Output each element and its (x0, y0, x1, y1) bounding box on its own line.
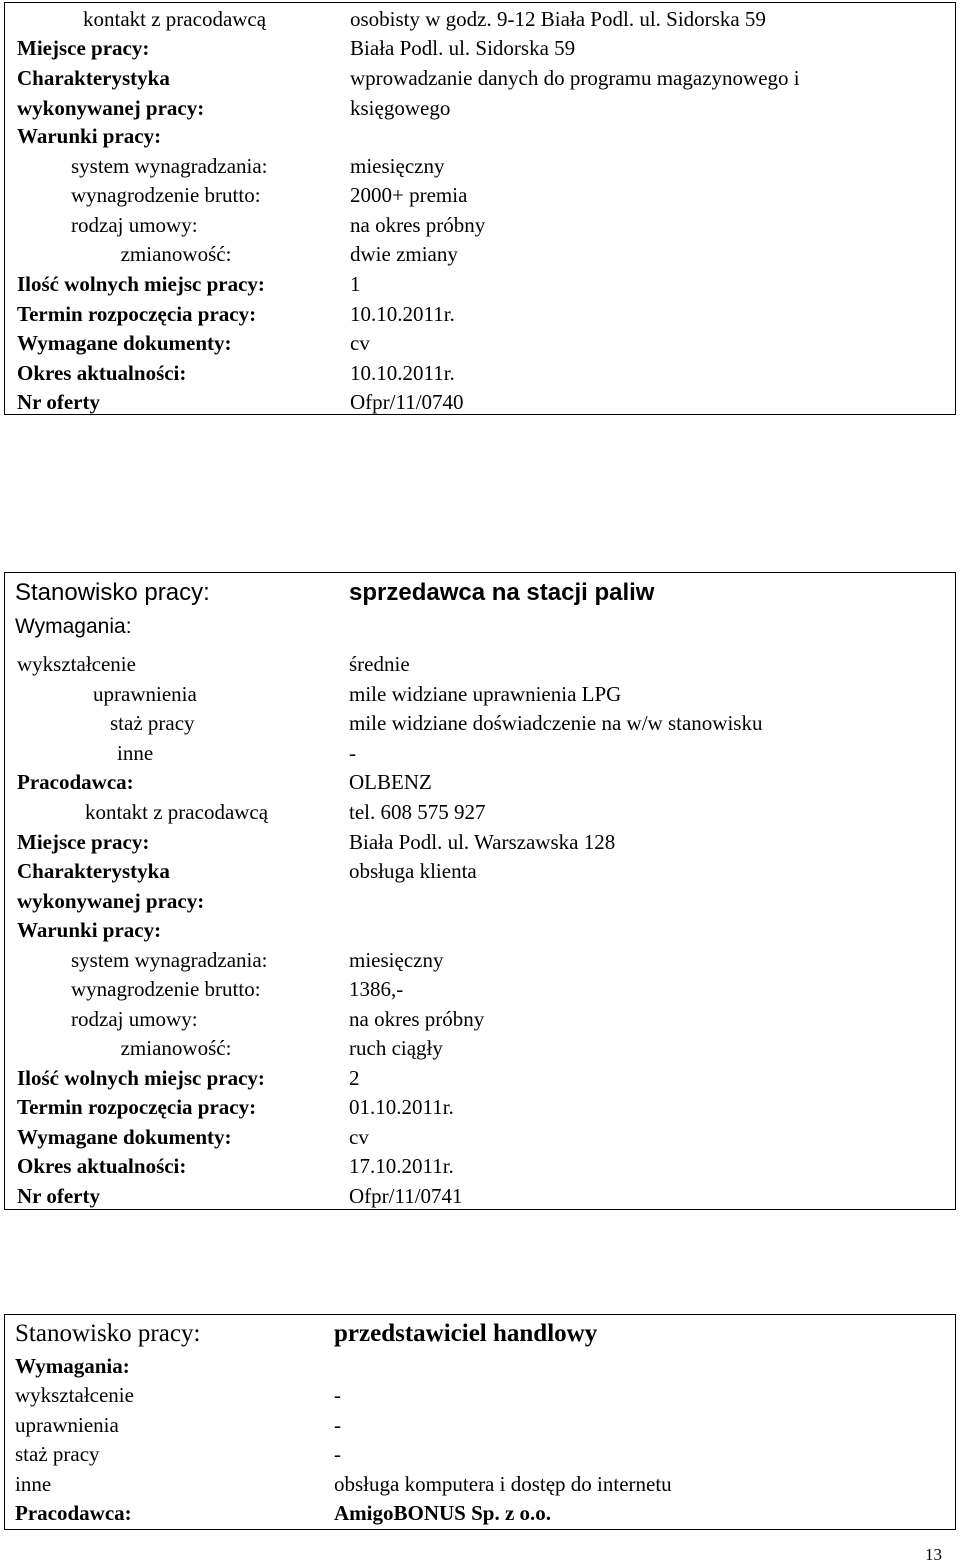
contract-row (5, 1004, 955, 1034)
job-description-label-line: Charakterystyka (17, 859, 170, 883)
start-date-value: 01.10.2011r. (349, 1095, 454, 1119)
job-description-label (17, 856, 204, 916)
experience-row (5, 708, 955, 738)
position-value: przedstawiciel handlowy (334, 1320, 598, 1347)
vacancies-value: 1 (350, 272, 361, 296)
contact-label: kontakt z pracodawcą (83, 7, 267, 31)
documents-label: Wymagane dokumenty: (17, 1125, 232, 1149)
other-value: - (349, 741, 356, 765)
shifts-label-text: zmianowość: (120, 242, 232, 266)
licenses-value: - (334, 1413, 341, 1437)
validity-value: 17.10.2011r. (349, 1154, 454, 1178)
vacancies-label: Ilość wolnych miejsc pracy: (17, 1066, 265, 1090)
pay-system-label: system wynagradzania: (71, 154, 268, 178)
offer-number-value: Ofpr/11/0740 (350, 390, 464, 414)
contact-label: kontakt z pracodawcą (85, 800, 269, 824)
position-row (5, 575, 955, 611)
offer-number-value: Ofpr/11/0741 (349, 1184, 463, 1208)
gross-pay-value: 2000+ premia (350, 183, 468, 207)
start-date-label: Termin rozpoczęcia pracy: (17, 1095, 257, 1119)
job-description-value: obsługa klienta (349, 859, 477, 883)
employer-row (5, 767, 955, 797)
start-date-label: Termin rozpoczęcia pracy: (17, 302, 257, 326)
job-offer-table (4, 1314, 956, 1530)
licenses-row (5, 1410, 955, 1440)
contract-label: rodzaj umowy: (71, 1007, 198, 1031)
job-description-label (17, 63, 204, 123)
workplace-label: Miejsce pracy: (17, 36, 150, 60)
employer-value: AmigoBONUS Sp. z o.o. (334, 1501, 552, 1525)
job-description-row (5, 63, 955, 123)
validity-value: 10.10.2011r. (350, 361, 455, 385)
experience-row (5, 1439, 955, 1469)
contact-value: tel. 608 575 927 (349, 800, 486, 824)
gross-pay-label: wynagrodzenie brutto: (71, 977, 261, 1001)
documents-row (5, 328, 955, 358)
job-offer-table (4, 2, 956, 415)
pay-system-label: system wynagradzania: (71, 948, 268, 972)
position-label: Stanowisko pracy: (15, 1320, 201, 1347)
documents-value: cv (350, 331, 370, 355)
shifts-value: dwie zmiany (350, 242, 458, 266)
licenses-label: uprawnienia (15, 1413, 119, 1437)
education-row (5, 649, 955, 679)
requirements-row (5, 1351, 955, 1381)
conditions-label: Warunki pracy: (17, 124, 162, 148)
shifts-row (5, 1033, 955, 1063)
other-value: obsługa komputera i dostęp do internetu (334, 1472, 672, 1496)
validity-row (5, 1151, 955, 1181)
contact-row (5, 797, 955, 827)
position-value: sprzedawca na stacji paliw (349, 579, 655, 606)
gross-pay-row (5, 180, 955, 210)
start-date-row (5, 299, 955, 329)
job-description-value-line: wprowadzanie danych do programu magazynowego i (350, 66, 800, 90)
shifts-label-text: zmianowość: (120, 1036, 232, 1060)
offer-number-label: Nr oferty (17, 1184, 100, 1208)
conditions-row (5, 121, 955, 151)
job-offer-table (4, 572, 956, 1210)
vacancies-value: 2 (349, 1066, 360, 1090)
other-row (5, 1469, 955, 1499)
job-description-label-line: wykonywanej pracy: (17, 889, 205, 913)
conditions-label: Warunki pracy: (17, 918, 162, 942)
vacancies-row (5, 269, 955, 299)
validity-label: Okres aktualności: (17, 1154, 187, 1178)
workplace-label: Miejsce pracy: (17, 830, 150, 854)
licenses-row (5, 679, 955, 709)
experience-label: staż pracy (110, 711, 195, 735)
page-number: 13 (925, 1545, 942, 1564)
pay-system-value: miesięczny (349, 948, 444, 972)
education-row (5, 1380, 955, 1410)
documents-label: Wymagane dokumenty: (17, 331, 232, 355)
experience-value: - (334, 1442, 341, 1466)
contract-value: na okres próbny (350, 213, 486, 237)
requirements-row (5, 611, 955, 643)
start-date-row (5, 1092, 955, 1122)
contract-label: rodzaj umowy: (71, 213, 198, 237)
offer-number-row (5, 387, 955, 417)
employer-label: Pracodawca: (17, 770, 134, 794)
employer-row (5, 1498, 955, 1528)
documents-row (5, 1122, 955, 1152)
validity-label: Okres aktualności: (17, 361, 187, 385)
education-value: - (334, 1383, 341, 1407)
contact-value: osobisty w godz. 9-12 Biała Podl. ul. Sidorska 59 (350, 7, 766, 31)
requirements-label: Wymagania: (15, 1354, 130, 1378)
shifts-label (71, 239, 281, 269)
contact-row (5, 4, 955, 34)
vacancies-label: Ilość wolnych miejsc pracy: (17, 272, 265, 296)
workplace-row (5, 33, 955, 63)
position-row (5, 1317, 955, 1351)
workplace-row (5, 827, 955, 857)
vacancies-row (5, 1063, 955, 1093)
experience-value: mile widziane doświadczenie na w/w stanowisku (349, 711, 763, 735)
validity-row (5, 358, 955, 388)
other-label: inne (117, 741, 154, 765)
documents-value: cv (349, 1125, 369, 1149)
shifts-label (71, 1033, 281, 1063)
job-description-value-line: księgowego (350, 96, 451, 120)
job-description-label-line: Charakterystyka (17, 66, 170, 90)
gross-pay-value: 1386,- (349, 977, 404, 1001)
pay-system-value: miesięczny (350, 154, 445, 178)
licenses-value: mile widziane uprawnienia LPG (349, 682, 622, 706)
education-label: wykształcenie (15, 1383, 134, 1407)
requirements-label: Wymagania: (15, 615, 132, 638)
job-description-label-line: wykonywanej pracy: (17, 96, 205, 120)
start-date-value: 10.10.2011r. (350, 302, 455, 326)
offer-number-label: Nr oferty (17, 390, 100, 414)
offer-number-row (5, 1181, 955, 1211)
education-value: średnie (349, 652, 410, 676)
workplace-value: Biała Podl. ul. Sidorska 59 (350, 36, 576, 60)
education-label: wykształcenie (17, 652, 136, 676)
gross-pay-label: wynagrodzenie brutto: (71, 183, 261, 207)
workplace-value: Biała Podl. ul. Warszawska 128 (349, 830, 616, 854)
job-description-value (350, 63, 800, 123)
other-row (5, 738, 955, 768)
other-label: inne (15, 1472, 52, 1496)
job-description-row (5, 856, 955, 916)
conditions-row (5, 915, 955, 945)
contract-value: na okres próbny (349, 1007, 485, 1031)
position-label: Stanowisko pracy: (15, 579, 210, 606)
experience-label: staż pracy (15, 1442, 100, 1466)
contract-row (5, 210, 955, 240)
gross-pay-row (5, 974, 955, 1004)
employer-value: OLBENZ (349, 770, 432, 794)
licenses-label: uprawnienia (93, 682, 197, 706)
shifts-value: ruch ciągły (349, 1036, 443, 1060)
pay-system-row (5, 945, 955, 975)
shifts-row (5, 239, 955, 269)
pay-system-row (5, 151, 955, 181)
employer-label: Pracodawca: (15, 1501, 132, 1525)
